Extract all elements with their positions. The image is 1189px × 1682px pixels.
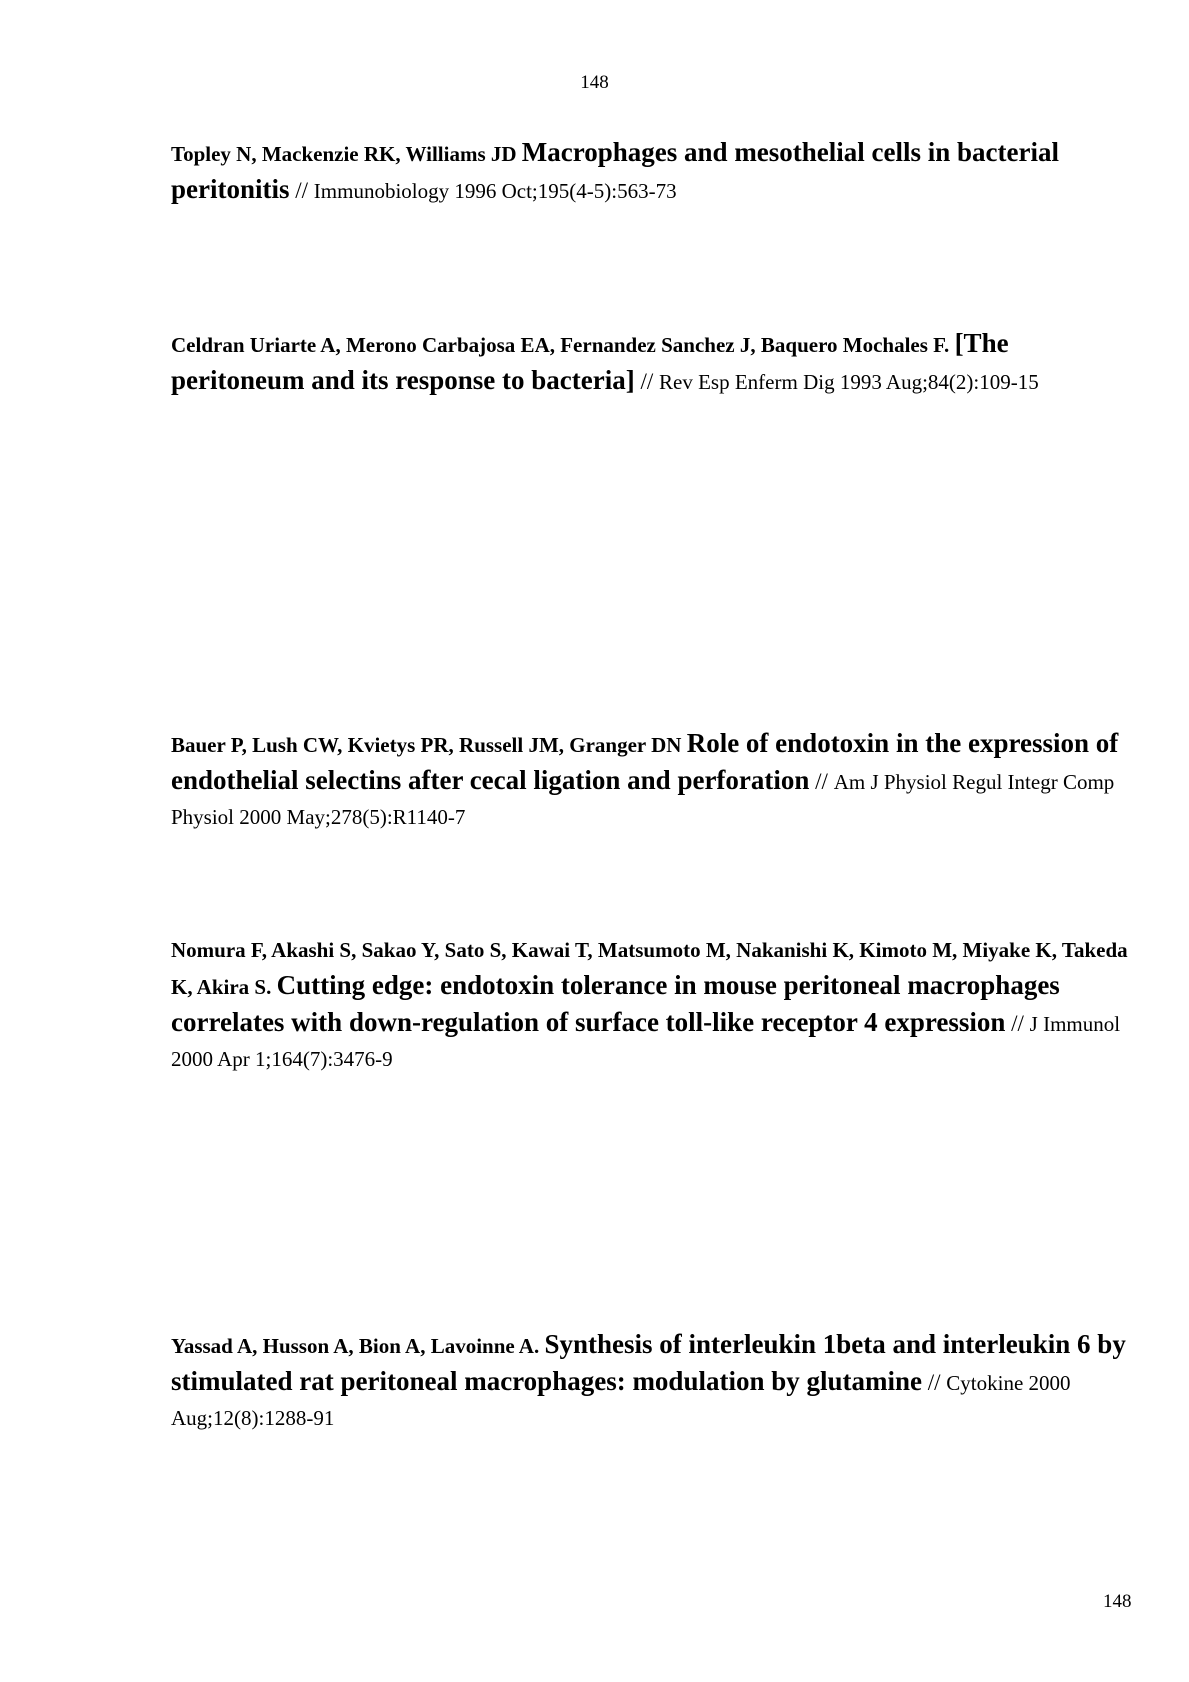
reference-4 bbox=[171, 934, 1131, 1078]
reference-authors: Topley N, Mackenzie RK, Williams JD bbox=[171, 142, 522, 166]
reference-separator: // bbox=[922, 1370, 947, 1395]
reference-source: Am J Physiol Regul Integr Comp Physiol 2000 May;278(5):R1140-7 bbox=[171, 770, 1115, 829]
reference-separator: // bbox=[809, 769, 834, 794]
reference-title: Macrophages and mesothelial cells in bacterial peritonitis bbox=[171, 137, 1060, 204]
reference-1 bbox=[171, 136, 1131, 210]
reference-authors: Celdran Uriarte A, Merono Carbajosa EA, Fernandez Sanchez J, Baquero Mochales F. bbox=[171, 333, 955, 357]
reference-separator: // bbox=[289, 178, 314, 203]
reference-source: J Immunol 2000 Apr 1;164(7):3476-9 bbox=[171, 1012, 1121, 1071]
page-number-top: 148 bbox=[580, 72, 609, 93]
page-number-bottom: 148 bbox=[1103, 1591, 1132, 1612]
reference-authors: Bauer P, Lush CW, Kvietys PR, Russell JM, Granger DN bbox=[171, 733, 687, 757]
reference-5 bbox=[171, 1328, 1131, 1437]
reference-3 bbox=[171, 727, 1131, 836]
reference-separator: // bbox=[1005, 1011, 1030, 1036]
reference-source: Rev Esp Enferm Dig 1993 Aug;84(2):109-15 bbox=[659, 370, 1039, 394]
reference-title: Synthesis of interleukin 1beta and interleukin 6 by stimulated rat peritoneal macrophages: modulation by glutamine bbox=[171, 1329, 1126, 1396]
reference-authors: Nomura F, Akashi S, Sakao Y, Sato S, Kawai T, Matsumoto M, Nakanishi K, Kimoto M, Miyake K, Takeda K, Akira S. bbox=[171, 938, 1128, 999]
reference-title: Cutting edge: endotoxin tolerance in mouse peritoneal macrophages correlates with down-regulation of surface toll-like receptor 4 expression bbox=[171, 970, 1060, 1037]
reference-source: Cytokine 2000 Aug;12(8):1288-91 bbox=[171, 1371, 1071, 1430]
reference-separator: // bbox=[634, 369, 660, 394]
reference-title: [The peritoneum and its response to bacteria] bbox=[171, 328, 1009, 395]
reference-authors: Yassad A, Husson A, Bion A, Lavoinne A. bbox=[171, 1334, 545, 1358]
reference-title: Role of endotoxin in the expression of endothelial selectins after cecal ligation and perforation bbox=[171, 728, 1119, 795]
reference-2 bbox=[171, 327, 1131, 401]
reference-source: Immunobiology 1996 Oct;195(4-5):563-73 bbox=[313, 179, 677, 203]
